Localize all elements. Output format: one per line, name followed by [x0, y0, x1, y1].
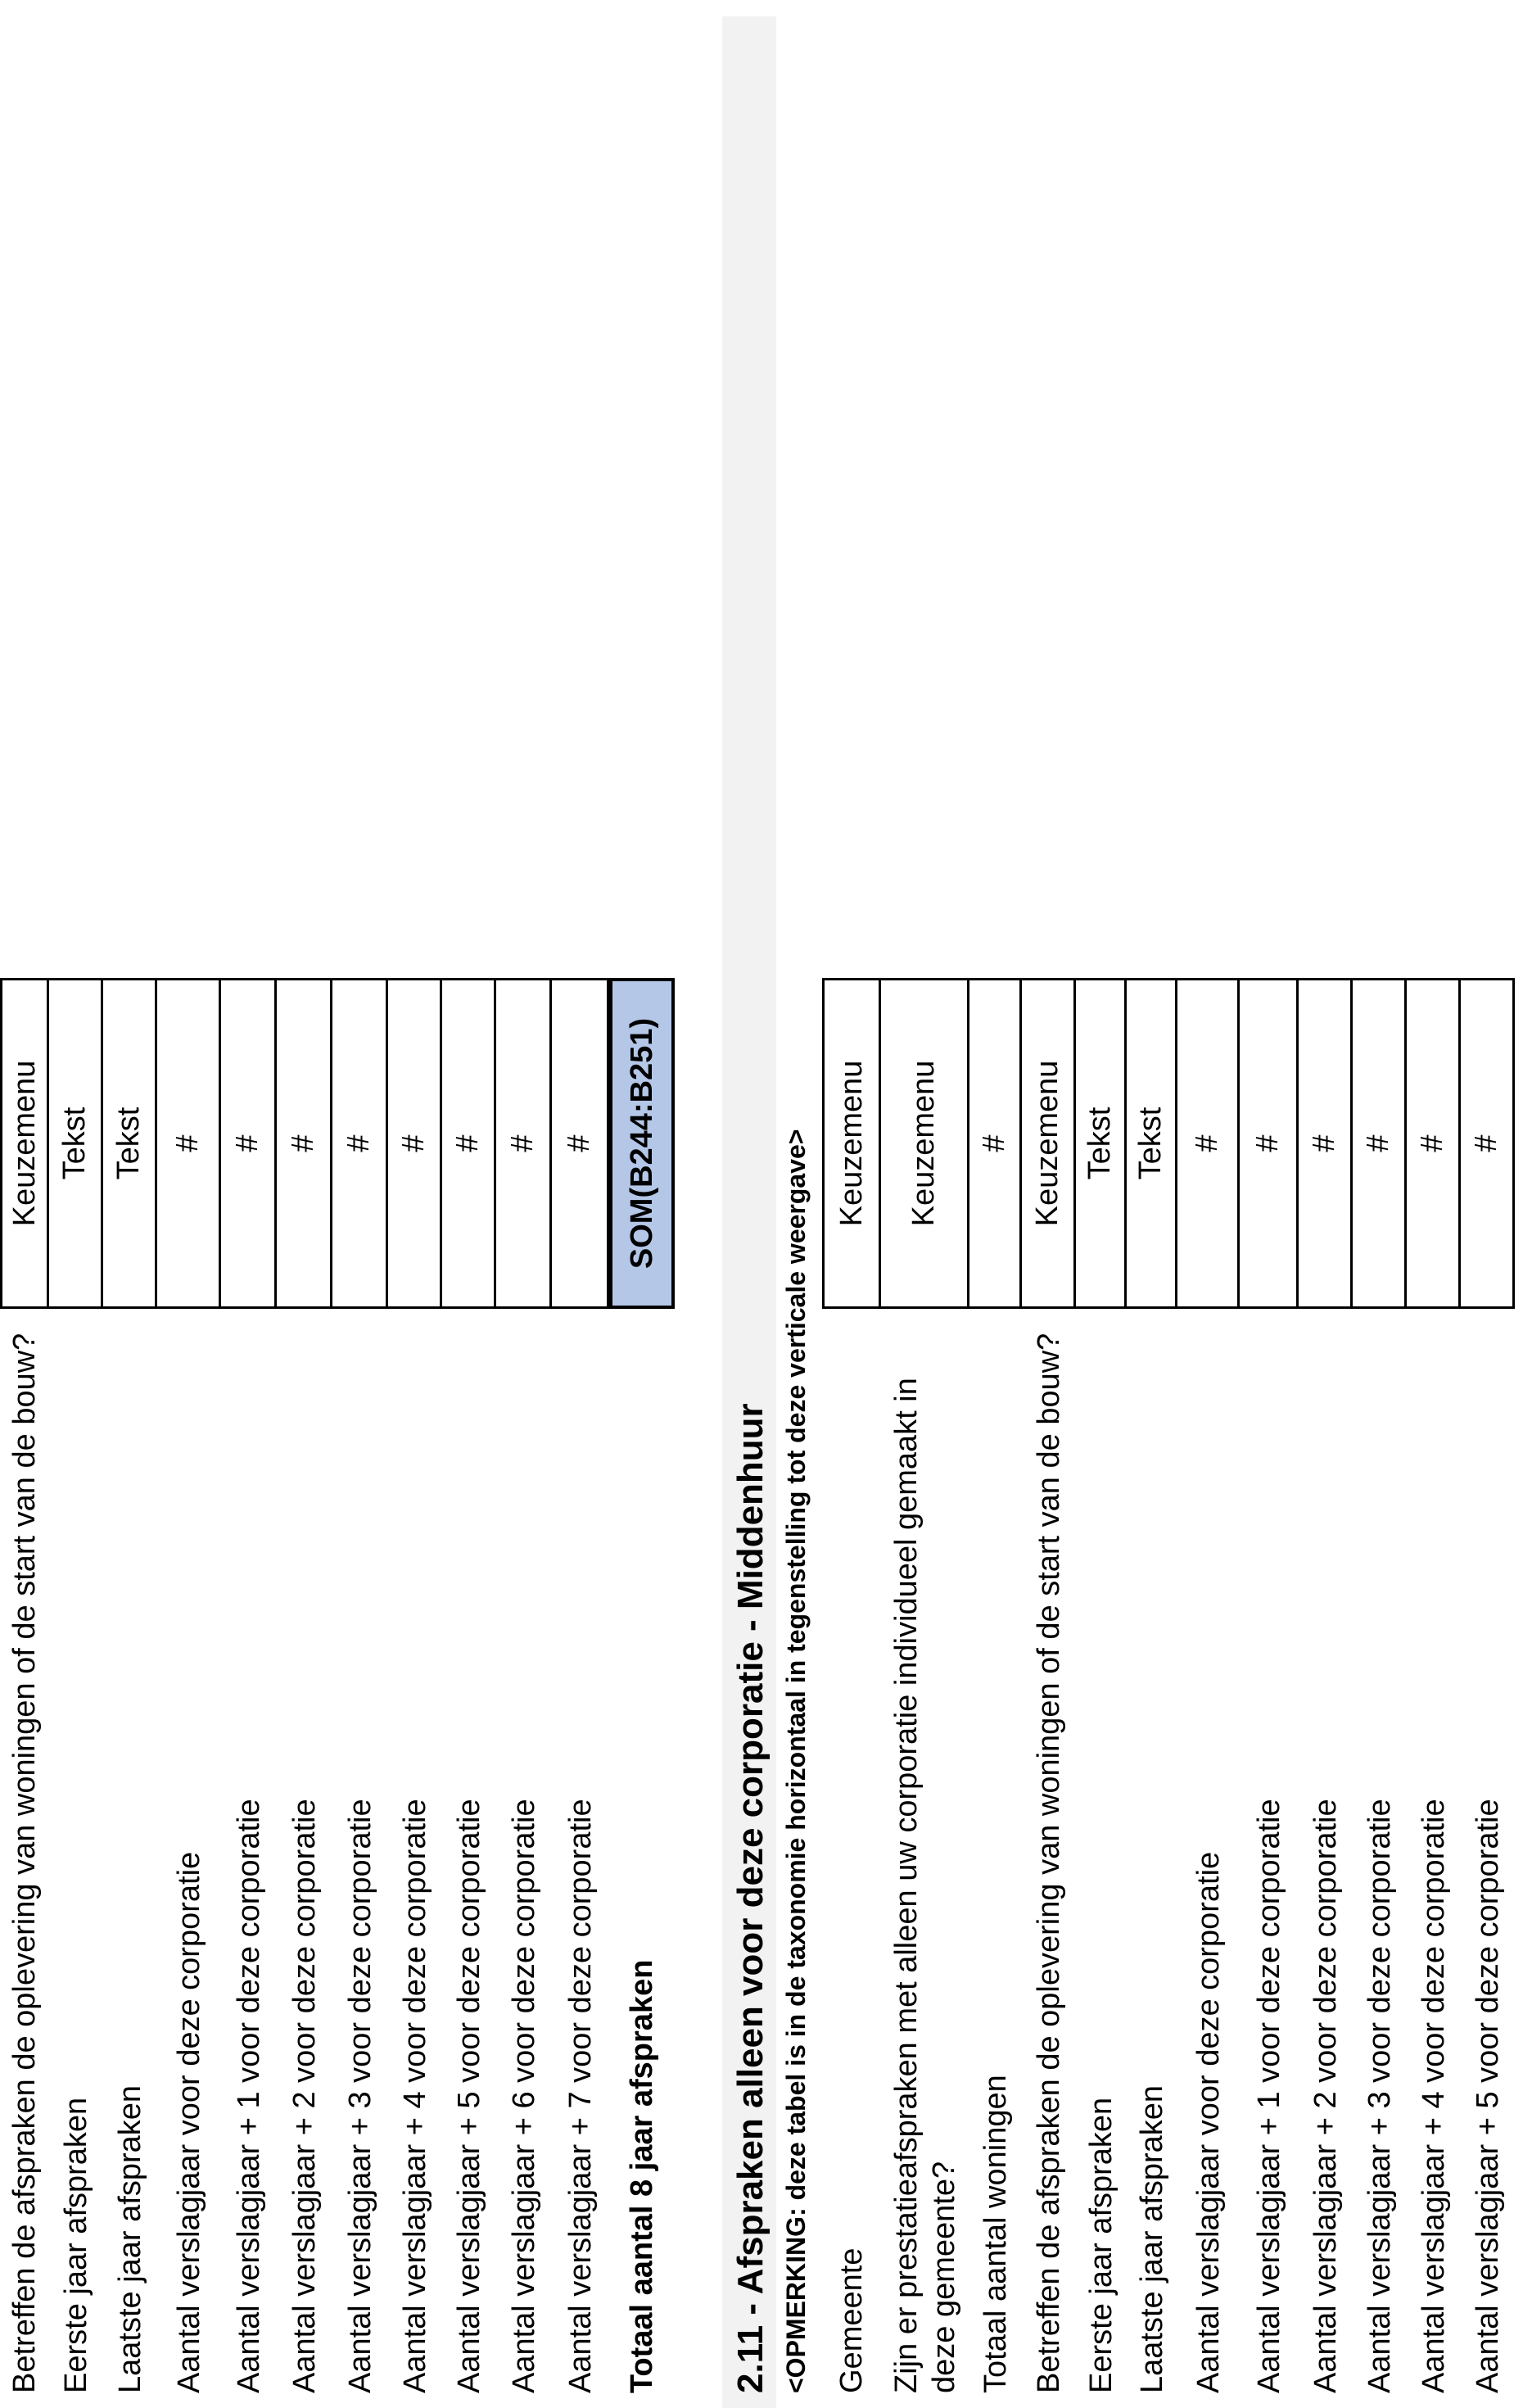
input-cell[interactable]: Keuzemenu [1022, 978, 1076, 1309]
table-row [0, 0, 49, 2408]
total-row [609, 0, 675, 2408]
row-label: Eerste jaar afspraken [1084, 2097, 1119, 2393]
row-label: Aantal verslagjaar + 3 voor deze corporatie [343, 1799, 377, 2393]
table-row [1240, 0, 1299, 2408]
input-cell[interactable]: # [969, 978, 1022, 1309]
table-row [1076, 0, 1127, 2408]
row-label: Aantal verslagjaar + 6 voor deze corporatie [507, 1799, 541, 2393]
row-label: Aantal verslagjaar + 1 voor deze corporatie [1252, 1799, 1286, 2393]
input-cell[interactable]: # [1240, 978, 1299, 1309]
table-row [1353, 0, 1407, 2408]
table-row [388, 0, 442, 2408]
input-cell[interactable]: Tekst [49, 978, 103, 1309]
table-row [969, 0, 1022, 2408]
table-row [49, 0, 103, 2408]
row-label: Aantal verslagjaar + 2 voor deze corporatie [287, 1799, 322, 2393]
input-cell[interactable]: # [1353, 978, 1407, 1309]
row-label: Aantal verslagjaar voor deze corporatie [172, 1851, 206, 2393]
input-cell[interactable]: # [1461, 978, 1515, 1309]
section-note: <OPMERKING: deze tabel is in de taxonomie horizontaal in tegenstelling tot deze verticale weergave> [781, 1129, 811, 2393]
row-label: Aantal verslagjaar + 2 voor deze corporatie [1308, 1799, 1343, 2393]
table-row [552, 0, 609, 2408]
input-cell[interactable]: # [552, 978, 609, 1309]
row-label: Laatste jaar afspraken [113, 2084, 147, 2393]
input-cell[interactable]: # [332, 978, 388, 1309]
row-label: Aantal verslagjaar voor deze corporatie [1191, 1851, 1226, 2393]
row-label: Aantal verslagjaar + 7 voor deze corporatie [563, 1799, 598, 2393]
table-row [277, 0, 332, 2408]
table-row [1407, 0, 1461, 2408]
row-label: Aantal verslagjaar + 5 voor deze corporatie [1471, 1799, 1505, 2393]
row-label: Betreffen de afspraken de oplevering van woningen of de start van de bouw? [7, 1333, 42, 2393]
table-row [1299, 0, 1353, 2408]
input-cell[interactable]: Keuzemenu [881, 978, 969, 1309]
row-label: Zijn er prestatieafspraken met alleen uw corporatie individueel gemaakt in deze gemeente? [889, 1378, 961, 2393]
table-row [221, 0, 277, 2408]
table-row [103, 0, 157, 2408]
input-cell[interactable]: # [496, 978, 552, 1309]
section-title: 2.11 - Afspraken alleen voor deze corporatie - Middenhuur [730, 1403, 771, 2393]
input-cell[interactable]: # [442, 978, 496, 1309]
input-cell[interactable]: # [1177, 978, 1240, 1309]
table-row [881, 0, 969, 2408]
row-label: Eerste jaar afspraken [59, 2097, 93, 2393]
table-row [1177, 0, 1240, 2408]
table-row [822, 0, 881, 2408]
row-label: Totaal aantal woningen [978, 2075, 1013, 2393]
row-label: Aantal verslagjaar + 4 voor deze corporatie [1417, 1799, 1451, 2393]
row-label: Betreffen de afspraken de oplevering van woningen of de start van de bouw? [1032, 1333, 1066, 2393]
total-formula-cell[interactable]: SOM(B244:B251) [609, 978, 675, 1309]
table-row [1022, 0, 1076, 2408]
table-row [157, 0, 221, 2408]
input-cell[interactable]: Keuzemenu [822, 978, 881, 1309]
row-label: Aantal verslagjaar + 1 voor deze corporatie [232, 1799, 266, 2393]
row-label: Aantal verslagjaar + 5 voor deze corporatie [452, 1799, 486, 2393]
table-row [496, 0, 552, 2408]
row-label: Aantal verslagjaar + 3 voor deze corporatie [1363, 1799, 1397, 2393]
table-row [1127, 0, 1177, 2408]
input-cell[interactable]: Tekst [1076, 978, 1127, 1309]
input-cell[interactable]: Tekst [103, 978, 157, 1309]
row-label: Laatste jaar afspraken [1135, 2084, 1169, 2393]
input-cell[interactable]: # [1407, 978, 1461, 1309]
table-row [1461, 0, 1515, 2408]
input-cell[interactable]: # [388, 978, 442, 1309]
row-label: Gemeente [834, 2247, 869, 2393]
table-row [332, 0, 388, 2408]
table-row [442, 0, 496, 2408]
input-cell[interactable]: # [157, 978, 221, 1309]
input-cell[interactable]: Tekst [1127, 978, 1177, 1309]
input-cell[interactable]: # [277, 978, 332, 1309]
input-cell[interactable]: Keuzemenu [0, 978, 49, 1309]
input-cell[interactable]: # [1299, 978, 1353, 1309]
total-label: Totaal aantal 8 jaar afspraken [625, 1959, 659, 2393]
input-cell[interactable]: # [221, 978, 277, 1309]
row-label: Aantal verslagjaar + 4 voor deze corporatie [398, 1799, 432, 2393]
